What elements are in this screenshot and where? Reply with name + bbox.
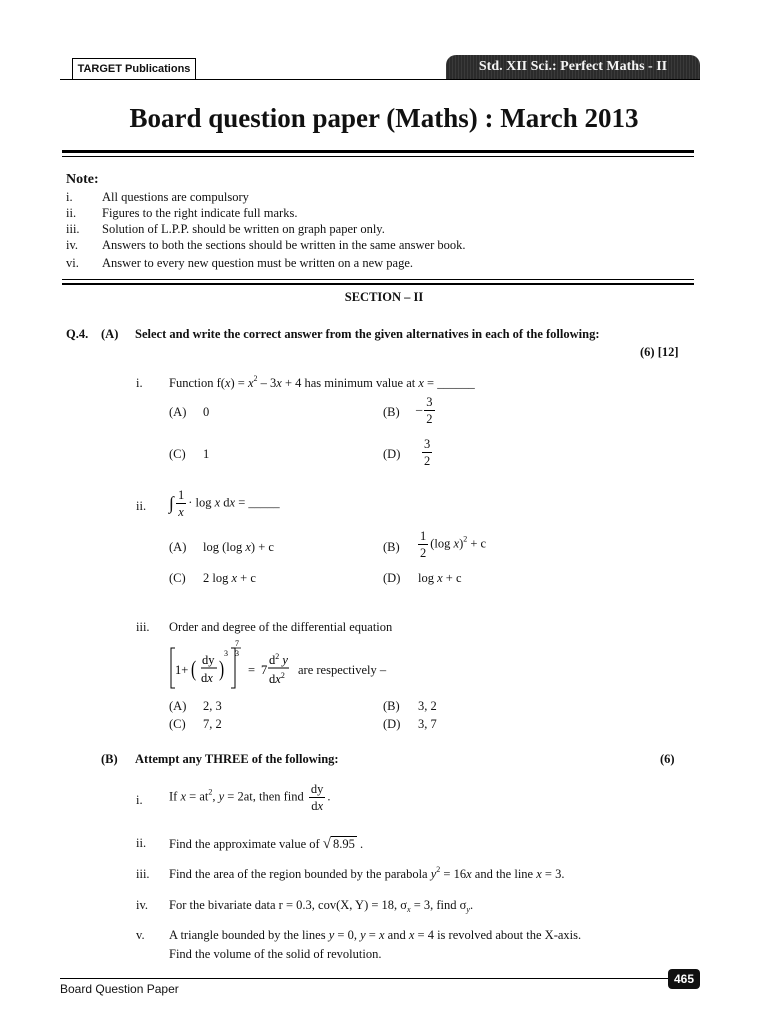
q-num: i. bbox=[136, 376, 143, 390]
svg-text:dx: dx bbox=[201, 671, 213, 685]
header-rule bbox=[60, 79, 700, 80]
q-num: ii. bbox=[136, 836, 147, 850]
note-item: i. All questions are compulsory bbox=[66, 190, 249, 204]
question-text: Order and degree of the differential equation bbox=[169, 620, 393, 634]
option-value: 7, 2 bbox=[203, 717, 222, 731]
title-rule-thick bbox=[62, 150, 694, 153]
question-number: Q.4. bbox=[66, 327, 89, 341]
footer-label: Board Question Paper bbox=[60, 982, 179, 996]
svg-text:): ) bbox=[219, 657, 225, 682]
option-value: 0 bbox=[203, 405, 210, 419]
differential-equation-graphic bbox=[169, 640, 299, 692]
option-label: (C) bbox=[169, 571, 186, 585]
option-value: – $\frac{3}{2}$ bbox=[416, 395, 433, 426]
q-num: ii. bbox=[136, 499, 147, 513]
note-item: iv. Answers to both the sections should be written in the same answer book. bbox=[66, 238, 466, 252]
option-label: (B) bbox=[383, 540, 400, 554]
svg-text:d2 y: $d^2$ y bbox=[269, 652, 288, 667]
option-label: (C) bbox=[169, 717, 186, 731]
svg-text:(: ( bbox=[191, 657, 197, 682]
page-title: Board question paper (Maths) : March 2013 bbox=[129, 103, 639, 133]
q-num: i. bbox=[136, 793, 143, 807]
title-rule-thin bbox=[62, 156, 694, 157]
footer-rule bbox=[60, 978, 700, 979]
svg-text:1+: 1+ bbox=[175, 663, 189, 677]
option-value: log x + c bbox=[418, 571, 462, 585]
question-text-line2: Find the volume of the solid of revolution. bbox=[169, 947, 382, 961]
option-value: 3, 2 bbox=[418, 699, 437, 713]
question-text-suffix: are respectively – bbox=[298, 663, 387, 677]
q-num: iv. bbox=[136, 898, 149, 912]
q-num: v. bbox=[136, 928, 145, 942]
note-item: ii. Figures to the right indicate full marks. bbox=[66, 206, 298, 220]
part-a-instruction: Select and write the correct answer from the given alternatives in each of the following: bbox=[135, 327, 600, 341]
note-item: vi. Answer to every new question must be written on a new page. bbox=[66, 256, 414, 270]
svg-text:7: 7 bbox=[235, 640, 239, 648]
question-text: Find the area of the region bounded by the parabola $y^2 = 16x$ and the line x = 3. bbox=[169, 865, 565, 881]
publisher-label: TARGET Publications bbox=[72, 58, 196, 80]
option-label: (C) bbox=[169, 447, 186, 461]
question-text: Function $f(x) = x^2 - 3x + 4$ has minimum value at x = ______ bbox=[169, 374, 475, 390]
book-title-tab: Std. XII Sci.: Perfect Maths - II bbox=[446, 55, 700, 79]
part-b-marks: (6) bbox=[660, 752, 675, 766]
q-num: iii. bbox=[136, 867, 150, 881]
question-text: Find the approximate value of √ 8.95 . bbox=[169, 836, 364, 852]
option-label: (D) bbox=[383, 717, 401, 731]
option-label: (B) bbox=[383, 405, 400, 419]
option-value: 2 log x + c bbox=[203, 571, 256, 585]
svg-text:=: = bbox=[248, 663, 256, 677]
note-rule-bottom bbox=[62, 283, 694, 285]
option-label: (A) bbox=[169, 540, 187, 554]
option-label: (D) bbox=[383, 571, 401, 585]
svg-text:dy: dy bbox=[202, 653, 215, 667]
part-b-label: (B) bbox=[101, 752, 118, 766]
note-rule-top bbox=[62, 279, 694, 280]
option-label: (B) bbox=[383, 699, 400, 713]
part-a-marks: (6) [12] bbox=[640, 345, 679, 359]
part-b-instruction: Attempt any THREE of the following: bbox=[135, 752, 339, 766]
question-text: A triangle bounded by the lines y = 0, y = x and x = 4 is revolved about the X-axis. bbox=[169, 928, 582, 942]
option-value: $\frac{3}{2}$ bbox=[424, 437, 431, 468]
svg-text:dx2: $dx^2$ bbox=[269, 671, 285, 686]
q-num: iii. bbox=[136, 620, 150, 634]
question-text: ∫ $\frac{1}{x}$ · log x dx = _____ bbox=[169, 488, 280, 519]
svg-text:7: 7 bbox=[261, 663, 268, 677]
option-value: log (log x) + c bbox=[203, 540, 274, 554]
option-value: $\frac{1}{2}$ (log x)$^2$ + c bbox=[420, 529, 487, 560]
option-label: (A) bbox=[169, 405, 187, 419]
page-number: 465 bbox=[668, 969, 700, 989]
section-heading: SECTION – II bbox=[344, 290, 424, 304]
svg-text:3: 3 bbox=[235, 649, 239, 658]
question-text: If $x = at^2$, y = 2at, then find $\frac{dy}{dx}$ . bbox=[169, 782, 331, 813]
option-label: (A) bbox=[169, 699, 187, 713]
svg-text:3: 3 bbox=[224, 649, 228, 658]
note-item: iii. Solution of L.P.P. should be written on graph paper only. bbox=[66, 222, 385, 236]
note-heading: Note: bbox=[66, 172, 99, 187]
option-value: 1 bbox=[203, 447, 210, 461]
option-value: 2, 3 bbox=[203, 699, 222, 713]
part-a-label: (A) bbox=[101, 327, 119, 341]
option-label: (D) bbox=[383, 447, 401, 461]
question-text: For the bivariate data r = 0.3, cov(X, Y) = 18, $\sigma_x = 3$, find $\sigma_y$. bbox=[169, 898, 474, 914]
option-value: 3, 7 bbox=[418, 717, 437, 731]
